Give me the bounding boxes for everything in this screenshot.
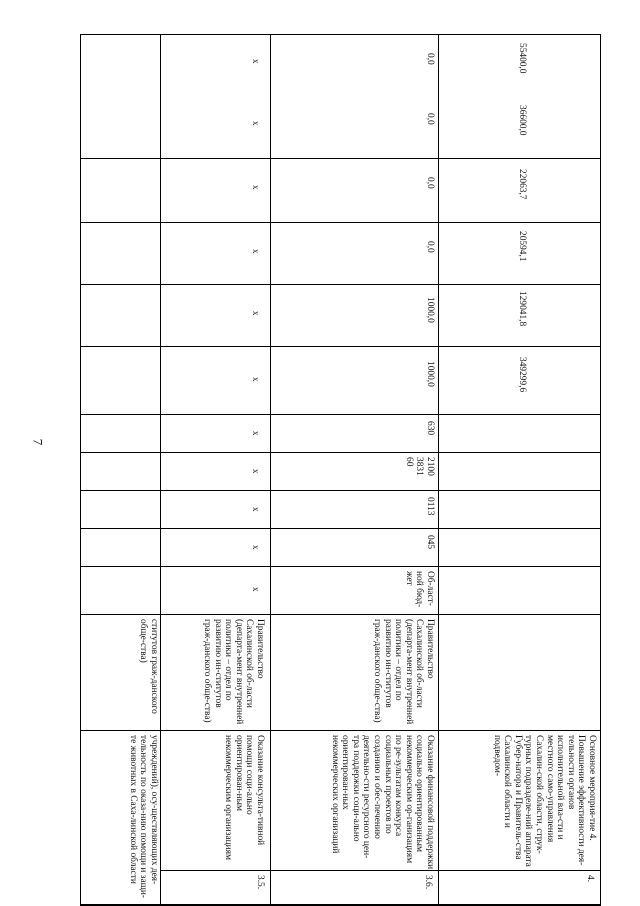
- v6-cell: [271, 35, 439, 95]
- name-cell: [439, 731, 601, 871]
- v3-value: 0,0: [425, 241, 435, 253]
- grbs-value: 045: [425, 535, 435, 550]
- row-number: 4.: [585, 875, 595, 883]
- activity-name: учреждений), осу-ществляющих дея-тельность по оказа-нию помощи и защи-те животных в Саха-линской области: [127, 735, 159, 899]
- rz-value: 0113: [425, 497, 435, 516]
- activity-name: Оказание финансовой поддержки социально ориентированным некоммерческим ор-ганизациям по ре-зультатам конкурса социальных проектов по созданию и обес-печению деятельно-сти ресурсного цен-тра поддержки соци-ально ориентирован-ных некоммерческих организаций: [329, 735, 435, 870]
- vr-value: x: [251, 431, 261, 436]
- row-number: 3.6.: [423, 875, 433, 890]
- v4-cell: [439, 159, 601, 223]
- num-cell: [271, 871, 439, 905]
- v5-cell: [439, 95, 601, 159]
- v5-value: 0,0: [425, 113, 435, 125]
- csr-cell: [81, 453, 161, 491]
- table-row: [80, 34, 161, 906]
- v2-value: 129041,8: [517, 291, 527, 327]
- v1-cell: [81, 347, 161, 415]
- v3-cell: [161, 223, 271, 285]
- v3-value: 20594,1: [517, 231, 527, 262]
- table-row: [438, 34, 601, 906]
- executor-cell: [271, 615, 439, 731]
- v5-cell: [81, 95, 161, 159]
- table-row: [160, 34, 271, 906]
- executor-cell: [439, 615, 601, 731]
- v6-cell: [81, 35, 161, 95]
- v6-cell: [439, 35, 601, 95]
- csr-cell: [439, 453, 601, 491]
- num-cell: [439, 871, 601, 905]
- v3-cell: [81, 223, 161, 285]
- num-cell: [161, 871, 271, 905]
- v5-value: x: [251, 121, 261, 126]
- vr-cell: [81, 415, 161, 453]
- v6-value: x: [251, 59, 261, 64]
- name-cell: [81, 731, 161, 905]
- v2-value: x: [251, 311, 261, 316]
- v2-cell: [161, 285, 271, 347]
- executor-cell: [81, 615, 161, 731]
- v4-value: 22063,7: [517, 169, 527, 200]
- executor-cell: [161, 615, 271, 731]
- name-cell: [271, 731, 439, 871]
- v4-value: 0,0: [425, 177, 435, 189]
- table-row: [270, 34, 439, 906]
- source-value: x: [251, 587, 261, 592]
- v1-value: 349299,6: [517, 357, 527, 393]
- v5-value: 36600,0: [517, 105, 527, 136]
- source-cell: [161, 567, 271, 615]
- csr-value: 2100 3831 60: [403, 457, 435, 476]
- source-cell: [271, 567, 439, 615]
- v3-value: x: [251, 249, 261, 254]
- v1-cell: [271, 347, 439, 415]
- v1-cell: [161, 347, 271, 415]
- v2-value: 1000,0: [425, 297, 435, 323]
- vr-cell: [271, 415, 439, 453]
- v3-cell: [271, 223, 439, 285]
- table-right-border: [600, 34, 601, 904]
- rz-cell: [81, 491, 161, 529]
- grbs-cell: [161, 529, 271, 567]
- v6-cell: [161, 35, 271, 95]
- activity-name: Оказание консульта-тивной помощи соци-ально ориентирован-ным некоммерческим организациям: [223, 735, 265, 860]
- executor: Правительство Сахалинской об-ласти (департа-мент внутренней политики – отдел по развитию ин-ститутов граж-данского обще-ства): [202, 619, 265, 725]
- v6-value: 0,0: [425, 53, 435, 65]
- rz-value: x: [251, 507, 261, 512]
- page-number: 7: [30, 438, 46, 446]
- v6-value: 55400,0: [517, 43, 527, 74]
- budget-table: [80, 34, 600, 904]
- v4-cell: [271, 159, 439, 223]
- source-cell: [81, 567, 161, 615]
- executor: ститутов граж-данского обще-ства): [138, 619, 159, 714]
- source-cell: [439, 567, 601, 615]
- csr-cell: [161, 453, 271, 491]
- v5-cell: [271, 95, 439, 159]
- v1-value: x: [251, 377, 261, 382]
- rz-cell: [161, 491, 271, 529]
- v4-cell: [81, 159, 161, 223]
- grbs-cell: [271, 529, 439, 567]
- csr-cell: [271, 453, 439, 491]
- activity-name: Основное мероприя-тие 4. Повышение эффективности дея-тельности органов исполнительной вла-сти и местного само-управления Сахалин-ской области, струк-турных подразделе-ний аппарата Губер-натора и Правитель-ства Сахалинской области и подведом-: [491, 735, 597, 867]
- source-value: Об-ласт-ной бюд-жет: [403, 571, 435, 608]
- vr-cell: [161, 415, 271, 453]
- v5-cell: [161, 95, 271, 159]
- grbs-value: x: [251, 545, 261, 550]
- v4-value: x: [251, 185, 261, 190]
- grbs-cell: [439, 529, 601, 567]
- v2-cell: [439, 285, 601, 347]
- rz-cell: [439, 491, 601, 529]
- v2-cell: [271, 285, 439, 347]
- v3-cell: [439, 223, 601, 285]
- csr-value: x: [251, 469, 261, 474]
- v1-value: 1000,0: [425, 361, 435, 387]
- v2-cell: [81, 285, 161, 347]
- grbs-cell: [81, 529, 161, 567]
- rz-cell: [271, 491, 439, 529]
- row-number: 3.5.: [255, 875, 265, 890]
- v4-cell: [161, 159, 271, 223]
- executor: Правительство Сахалинской об-ласти (департа-мент внутренней политики – отдел по развитию ин-ститутов граж-данского обще-ства): [372, 619, 435, 725]
- v1-cell: [439, 347, 601, 415]
- vr-value: 630: [425, 421, 435, 436]
- name-cell: [161, 731, 271, 871]
- vr-cell: [439, 415, 601, 453]
